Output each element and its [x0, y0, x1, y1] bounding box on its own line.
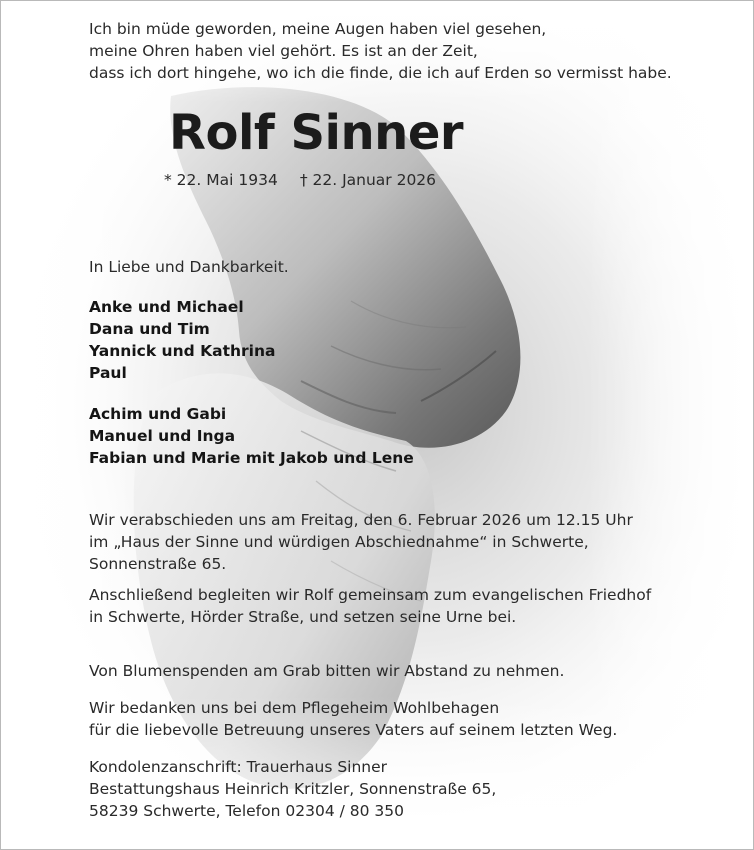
thanks-line: Wir bedanken uns bei dem Pflegeheim Wohlbehagen: [89, 699, 500, 717]
birth-date: * 22. Mai 1934: [164, 171, 278, 189]
poem-line: dass ich dort hingehe, wo ich die finde, die ich auf Erden so vermisst habe.: [89, 64, 672, 82]
thanks-note: [89, 697, 617, 741]
greeting: In Liebe und Dankbarkeit.: [89, 258, 289, 276]
poem-line: Ich bin müde geworden, meine Augen haben viel gesehen,: [89, 20, 547, 38]
life-dates: [164, 171, 436, 189]
flowers-note: Von Blumenspenden am Grab bitten wir Abstand zu nehmen.: [89, 662, 565, 680]
family-member: Fabian und Marie mit Jakob und Lene: [89, 449, 414, 467]
ceremony-line: Sonnenstraße 65.: [89, 555, 227, 573]
family-member: Achim und Gabi: [89, 405, 227, 423]
condolence-line: Kondolenzanschrift: Trauerhaus Sinner: [89, 758, 388, 776]
ceremony-line: im „Haus der Sinne und würdigen Abschiednahme“ in Schwerte,: [89, 533, 589, 551]
ceremony-info: [89, 509, 633, 575]
family-group-1: [89, 296, 275, 384]
ceremony-line: Wir verabschieden uns am Freitag, den 6. Februar 2026 um 12.15 Uhr: [89, 511, 633, 529]
burial-line: Anschließend begleiten wir Rolf gemeinsam zum evangelischen Friedhof: [89, 586, 652, 604]
thanks-line: für die liebevolle Betreuung unseres Vaters auf seinem letzten Weg.: [89, 721, 618, 739]
condolence-address: [89, 756, 496, 822]
family-group-2: [89, 403, 414, 469]
poem: [89, 18, 672, 84]
condolence-line: Bestattungshaus Heinrich Kritzler, Sonnenstraße 65,: [89, 780, 497, 798]
family-member: Paul: [89, 364, 127, 382]
deceased-name: Rolf Sinner: [169, 105, 464, 161]
family-member: Dana und Tim: [89, 320, 210, 338]
family-member: Manuel und Inga: [89, 427, 236, 445]
burial-line: in Schwerte, Hörder Straße, und setzen seine Urne bei.: [89, 608, 517, 626]
poem-line: meine Ohren haben viel gehört. Es ist an der Zeit,: [89, 42, 478, 60]
family-member: Anke und Michael: [89, 298, 244, 316]
family-member: Yannick und Kathrina: [89, 342, 276, 360]
burial-info: [89, 584, 651, 628]
condolence-line: 58239 Schwerte, Telefon 02304 / 80 350: [89, 802, 404, 820]
death-date: † 22. Januar 2026: [299, 171, 437, 189]
